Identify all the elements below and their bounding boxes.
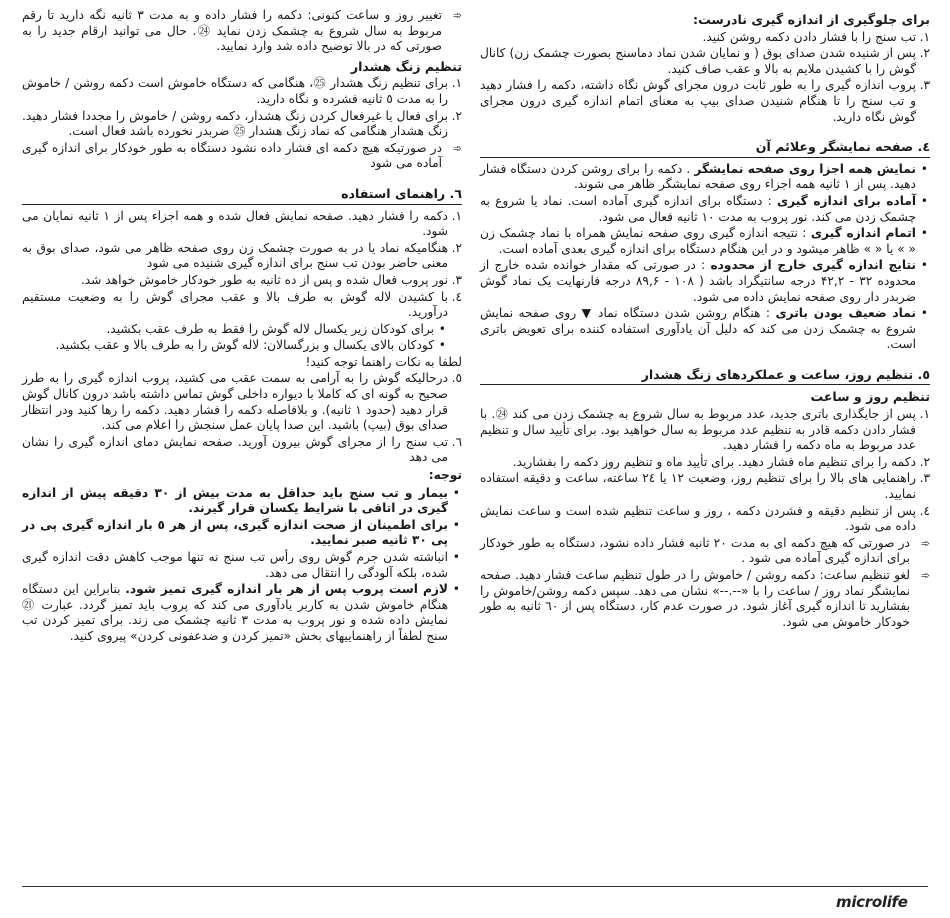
usage-sub-steps: [22, 322, 462, 354]
usage-step: [22, 273, 462, 289]
step-number: ۱.: [451, 76, 462, 91]
display-symbol-item: [480, 306, 930, 353]
alarm-steps: [22, 76, 462, 139]
alarm-note: [22, 141, 462, 172]
step-number: ٤.: [451, 289, 462, 304]
step-text: هنگامیکه نماد یا در به صورت چشمک زن روی صفحه ظاهر می شود، صدای بوق به معنی حاضر بودن تب سنج برای اندازه گیری شنیده می شود: [22, 240, 448, 271]
measurement-step: [480, 46, 930, 77]
step-text: پس از جایگذاری باتری جدید، عدد مربوط به سال شروع به چشمک زدن می کند ㉔. با فشار دادن دکمه قادر به تنظیم عدد مربوط به سال خواهید بود. برای تأیید سال و تنظیم عدد مربوط به ماه دکمه را فشار دهید.: [480, 407, 916, 453]
alarm-note-text: در صورتیکه هیچ دکمه ای فشار داده نشود دستگاه به طور خودکار برای اندازه گیری آماده می شود: [22, 140, 442, 171]
step-text: دکمه را فشار دهید. صفحه نمایش فعال شده و همه اجزاء پس از ۱ ثانیه نمایان می شود.: [22, 208, 448, 239]
step-text: نور پروب فعال شده و پس از ده ثانیه به طور خودکار خاموش خواهد شد.: [80, 272, 448, 287]
change-date-note: [22, 8, 462, 55]
step-number: ۲.: [919, 454, 930, 469]
attention-line: لطفا به نکات راهنما توجه کنید!: [305, 354, 462, 369]
usage-sub-step: • کودکان بالای یکسال و بزرگسالان: لاله گوش را به طرف بالا و عقب بکشید.: [22, 338, 462, 354]
arrow-right-icon: ➾: [452, 141, 462, 155]
step-number: ۲.: [451, 108, 462, 123]
microlife-logo: microlife: [836, 893, 908, 911]
symbol-name: نتایج اندازه گیری خارج از محدوده: [710, 258, 916, 273]
display-symbol-item: [480, 226, 930, 257]
step-text: برای فعال یا غیرفعال کردن زنگ هشدار، دکمه روشن / خاموش را مجددا فشار دهید. زنگ هشدار هنگامی که نماد زنگ هشدار ㉕ ضربدر نخورده باشد فعال است.: [22, 108, 448, 139]
measurement-error-list: [480, 30, 930, 126]
usage-step: [22, 371, 462, 433]
symbol-description: : دستگاه برای اندازه گیری آماده است. نماد یا شروع به چشمک زدن می کند. نور پروب به مدت ۱۰ ثانیه فعال می شود.: [480, 193, 916, 224]
step-text: درحالیکه گوش را به آرامی به سمت عقب می کشید، پروب اندازه گیری را به طرز صحیح به گونه ای که کاملا با دیواره داخلی گوش تماس داشته باشد درون کانال گوش قرار دهید (حدود ۱ ثانیه). و بلافاصله دکمه را فشار دهید. دکمه را رها کنید ودر انتظار صدای بوق (بیپ) باشید. این صدا پایان عمل سنجش را اعلام می کند.: [22, 371, 448, 433]
date-time-note: [480, 536, 930, 567]
date-time-note-text: در صورتی که هیچ دکمه ای به مدت ۲۰ ثانیه فشار داده نشود، دستگاه به طور خودکار برای اندازه گیری آماده می شود .: [480, 535, 910, 566]
step-number: ۳.: [919, 471, 930, 486]
step-number: ۱.: [919, 29, 930, 44]
alarm-step: [22, 76, 462, 107]
note-item: [22, 550, 462, 581]
notes-list: [22, 486, 462, 645]
measurement-error-title: برای جلوگیری از اندازه گیری نادرست:: [693, 12, 930, 27]
symbol-name: اتمام اندازه گیری: [810, 226, 916, 241]
step-text: دکمه را برای تنظیم ماه فشار دهید. برای تأیید ماه و تنظیم روز دکمه را بفشارید.: [512, 454, 916, 469]
left-column: [22, 8, 462, 646]
date-time-note: [480, 568, 930, 630]
date-time-subheading: تنظیم روز و ساعت: [810, 389, 930, 405]
symbol-name: نمایش همه اجزا روی صفحه نمایشگر: [694, 161, 916, 176]
display-symbols-heading: ٤. صفحه نمایشگر وعلائم آن: [480, 139, 930, 158]
alarm-step: [22, 109, 462, 140]
alarm-heading: تنظیم زنگ هشدار: [350, 58, 462, 74]
usage-steps: [22, 209, 462, 321]
date-time-note-text: لغو تنظیم ساعت: دکمه روشن / خاموش را در طول تنظیم ساعت فشار دهید. صفحه نمایشگر نماد روز / ساعت را با «--.--» نشان می دهد. سپس دکمه روشن/خاموش را بفشارید تا اندازه گیری آغاز شود. در صورت عدم کار، دستگاه پس از ٦۰ ثانیه به طور خودکار خاموش می شود.: [480, 568, 911, 629]
note-item: [22, 486, 462, 517]
step-number: ٦.: [451, 434, 462, 449]
symbol-description: . دکمه را برای روشن کردن دستگاه فشار دهید. پس از ۱ ثانیه همه اجزاء روی صفحه نمایشگر ظاهر می شوند.: [480, 161, 916, 192]
note-text: انباشته شدن جرم گوش روی رأس تب سنج نه تنها موجب کاهش دقت اندازه گیری شده، بلکه آلودگی را انتقال می دهد.: [22, 550, 448, 580]
date-time-alarm-heading: ٥. تنظیم روز، ساعت و عملکردهای زنگ هشدار: [480, 367, 930, 386]
symbol-name: نماد ضعیف بودن باتری: [775, 306, 916, 321]
usage-sub-step: • برای کودکان زیر یکسال لاله گوش را فقط به طرف عقب بکشید.: [22, 322, 462, 338]
step-text: پس از تنظیم دقیقه و فشردن دکمه ، روز و ساعت تنظیم شده است و ساعت نمایش داده می شود.: [480, 503, 916, 534]
note-text: بیمار و تب سنج باید حداقل به مدت بیش از ۳۰ دقیقه پیش از اندازه گیری در اتاقی با شرایط یکسان قرار گیرند.: [22, 485, 448, 516]
footer-divider: [22, 886, 928, 887]
usage-heading: ٦. راهنمای استفاده: [22, 186, 462, 205]
arrow-right-icon: ➾: [452, 9, 462, 22]
symbol-name: آماده برای اندازه گیری: [776, 193, 916, 208]
note-bold-text: لازم است پروب پس از هر بار اندازه گیری تمیز شود.: [125, 582, 448, 597]
step-text: تب سنج را از مجرای گوش بیرون آورید. صفحه نمایش دمای اندازه گیری را نشان می دهد: [22, 434, 448, 465]
step-text: راهنمایی های بالا را برای تنظیم روز، وضعیت ۱۲ یا ۲٤ ساعته، ساعت و دقیقه استفاده نمایید.: [480, 471, 916, 502]
note-text: بنابراین این دستگاه هنگام خاموش شدن به کاربر یادآوری می کند که پروب باید تمیز گردد. عبارت ㉑ نمایش داده شده و نور پروب به مدت ۳ ثانیه چشمک می زند. برای تمیز کردن تب سنج لطفاً از راهنماییهای بخش «تمیز کردن و ضدعفونی کردن» پیروی کنید.: [22, 582, 448, 643]
arrow-right-icon: ➾: [920, 569, 930, 582]
step-number: ۳.: [919, 78, 930, 93]
note-item: [22, 582, 462, 644]
usage-step: [22, 290, 462, 321]
measurement-step: [480, 78, 930, 125]
date-time-steps: [480, 407, 930, 535]
note-text: برای اطمینان از صحت اندازه گیری، پس از هر ٥ بار اندازه گیری پی در پی ۳۰ ثانیه صبر نمایید.: [22, 517, 448, 548]
step-text: برای تنظیم زنگ هشدار ㉕، هنگامی که دستگاه خاموش است دکمه روشن / خاموش را به مدت ٥ ثانیه فشرده و نگاه دارید.: [22, 76, 448, 106]
note-item: [22, 518, 462, 549]
symbol-description: : در صورتی که مقدار خوانده شده خارج از محدوده ۳۲ - ۴۲,۲ درجه سانتیگراد باشد ( ۱۰۸ - ۸۹,۶ درجه فارنهایت یک نماد گوش ضربدر دار روی صفحه نمایش داده می شود.: [480, 258, 916, 304]
step-number: ۳.: [451, 272, 462, 287]
note-title: توجه:: [428, 468, 462, 483]
measurement-step: [480, 30, 930, 46]
usage-step: [22, 435, 462, 466]
symbol-description: : نتیجه اندازه گیری روی صفحه نمایش همراه با نماد چشمک زن « » یا « » ظاهر میشود و در این هنگام دستگاه برای اندازه گیری بعدی آماده است.: [480, 226, 916, 256]
usage-steps-continued: [22, 371, 462, 466]
step-number: ۲.: [451, 240, 462, 255]
step-text: با کشیدن لاله گوش به طرف بالا و عقب مجرای گوش را به وضعیت مستقیم درآورید.: [22, 289, 448, 320]
arrow-right-icon: ➾: [920, 536, 930, 550]
step-text: پس از شنیده شدن صدای بوق ( و نمایان شدن نماد دماسنج بصورت چشمک زن) کانال گوش را با کشیدن ملایم به بالا و عقب صاف کنید.: [480, 46, 916, 76]
step-number: ۲.: [919, 46, 930, 61]
display-symbol-item: [480, 258, 930, 305]
date-time-step: [480, 471, 930, 502]
step-number: ۱.: [919, 407, 930, 422]
step-number: ٥.: [451, 371, 462, 386]
date-time-step: [480, 407, 930, 454]
display-symbols-list: [480, 162, 930, 353]
date-time-step: [480, 455, 930, 471]
date-time-notes: [480, 536, 930, 631]
step-text: پروب اندازه گیری را به طور ثابت درون مجرای گوش نگاه داشته، دکمه را فشار دهید و تب سنج را تا هنگام شنیدن صدای بیپ به معنای اتمام اندازه گیری درون مجرای گوش نگاه دارید.: [480, 78, 916, 124]
symbol-description: : هنگام روشن شدن دستگاه نماد ▼ روی صفحه نمایش شروع به چشمک زدن می کند که دلیل آن یادآوری استفاده کننده برای تعویض باتری است.: [480, 306, 916, 352]
date-time-step: [480, 504, 930, 535]
usage-step: [22, 241, 462, 272]
step-number: ۱.: [451, 208, 462, 223]
step-number: ٤.: [919, 503, 930, 518]
change-date-text: تغییر روز و ساعت کنونی: دکمه را فشار داده و به مدت ۳ ثانیه نگه دارید تا رقم مربوط به سال شروع به چشمک زدن نماید ㉔. حال می توانید ارقام جدید را به صورتی که در بالا توضیح داده شد وارد نمایید.: [22, 8, 442, 54]
display-symbol-item: [480, 162, 930, 193]
display-symbol-item: [480, 194, 930, 225]
usage-step: [22, 209, 462, 240]
right-column: [480, 8, 930, 631]
step-text: تب سنج را با فشار دادن دکمه روشن کنید.: [702, 29, 916, 44]
